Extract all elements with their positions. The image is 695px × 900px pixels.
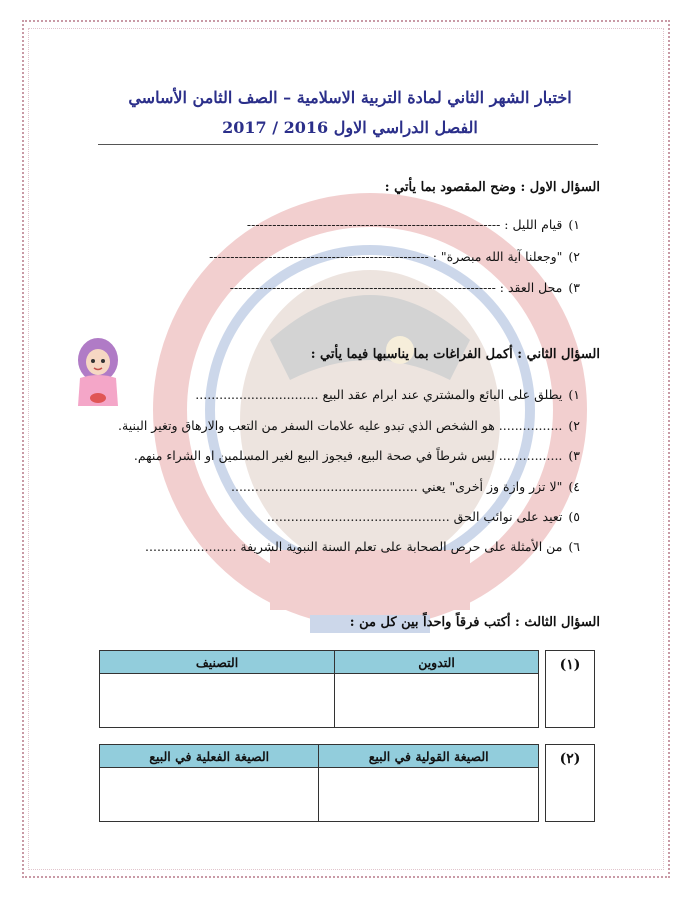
title-divider — [98, 144, 598, 145]
table-header-right: الصيغة القولية في البيع — [319, 745, 539, 768]
q2-item-number: ٦) — [568, 539, 580, 554]
q2-item-text: تعيد على نوائب الحق .............................................. — [266, 509, 563, 524]
answer-cell[interactable] — [335, 674, 539, 728]
q1-item — [60, 217, 580, 232]
compare-table — [99, 650, 539, 728]
page-subtitle: الفصل الدراسي الاول 2016 / 2017 — [222, 118, 478, 137]
q1-item-text: محل العقد : --------------------------------------------------------------- — [229, 280, 563, 295]
q2-item — [60, 479, 580, 494]
q2-item — [60, 418, 580, 433]
q2-item — [60, 387, 580, 402]
q2-item-number: ١) — [568, 387, 580, 402]
q2-item-number: ٢) — [568, 418, 580, 433]
q2-item-number: ٤) — [568, 479, 580, 494]
q2-item-text: ................ هو الشخص الذي تبدو عليه علامات السفر من التعب والارهاق وتغير البنية. — [118, 418, 563, 433]
q2-item-number: ٣) — [568, 448, 580, 463]
q1-item — [60, 249, 580, 264]
q2-item-text: يطلق على البائع والمشتري عند ابرام عقد البيع ............................... — [195, 387, 563, 402]
answer-cell[interactable] — [100, 674, 335, 728]
compare-table-2 — [99, 744, 595, 824]
q2-item — [60, 509, 580, 524]
q1-heading: السؤال الاول : وضح المقصود بما يأتي : — [384, 180, 600, 195]
answer-cell[interactable] — [319, 768, 539, 822]
q1-item-number: ٢) — [568, 249, 580, 264]
compare-table — [99, 744, 539, 822]
page-title: اختبار الشهر الثاني لمادة التربية الاسلامية – الصف الثامن الأساسي — [128, 88, 572, 107]
table-header-right: التدوين — [335, 651, 539, 674]
q2-item — [60, 539, 580, 554]
q2-item — [60, 448, 580, 463]
q2-item-text: "لا تزر وازة وز أخرى" يعني ............................................... — [231, 479, 563, 494]
q1-item-text: "وجعلنا آية الله مبصرة" : ---------------------------------------------------- — [209, 249, 563, 264]
compare-table-1 — [99, 650, 595, 730]
q1-item-number: ٣) — [568, 280, 580, 295]
q1-item — [60, 280, 580, 295]
answer-cell[interactable] — [100, 768, 319, 822]
q2-heading: السؤال الثاني : أكمل الفراغات بما يناسبها فيما يأتي : — [310, 347, 600, 362]
q3-heading: السؤال الثالث : أكتب فرقاً واحداً بين كل من : — [349, 615, 600, 630]
table-header-left: التصنيف — [100, 651, 335, 674]
q1-item-text: قيام الليل : ------------------------------------------------------------ — [246, 217, 563, 232]
table-number: (١) — [545, 650, 595, 728]
q1-item-number: ١) — [568, 217, 580, 232]
table-header-left: الصيغة الفعلية في البيع — [100, 745, 319, 768]
q2-item-number: ٥) — [568, 509, 580, 524]
q2-item-text: من الأمثلة على حرص الصحابة على تعلم السنة النبوية الشريفة ....................... — [145, 539, 563, 554]
table-number: (٢) — [545, 744, 595, 822]
q2-item-text: ................ ليس شرطاً في صحة البيع، فيجوز البيع لغير المسلمين او الشراء منهم. — [133, 448, 563, 463]
